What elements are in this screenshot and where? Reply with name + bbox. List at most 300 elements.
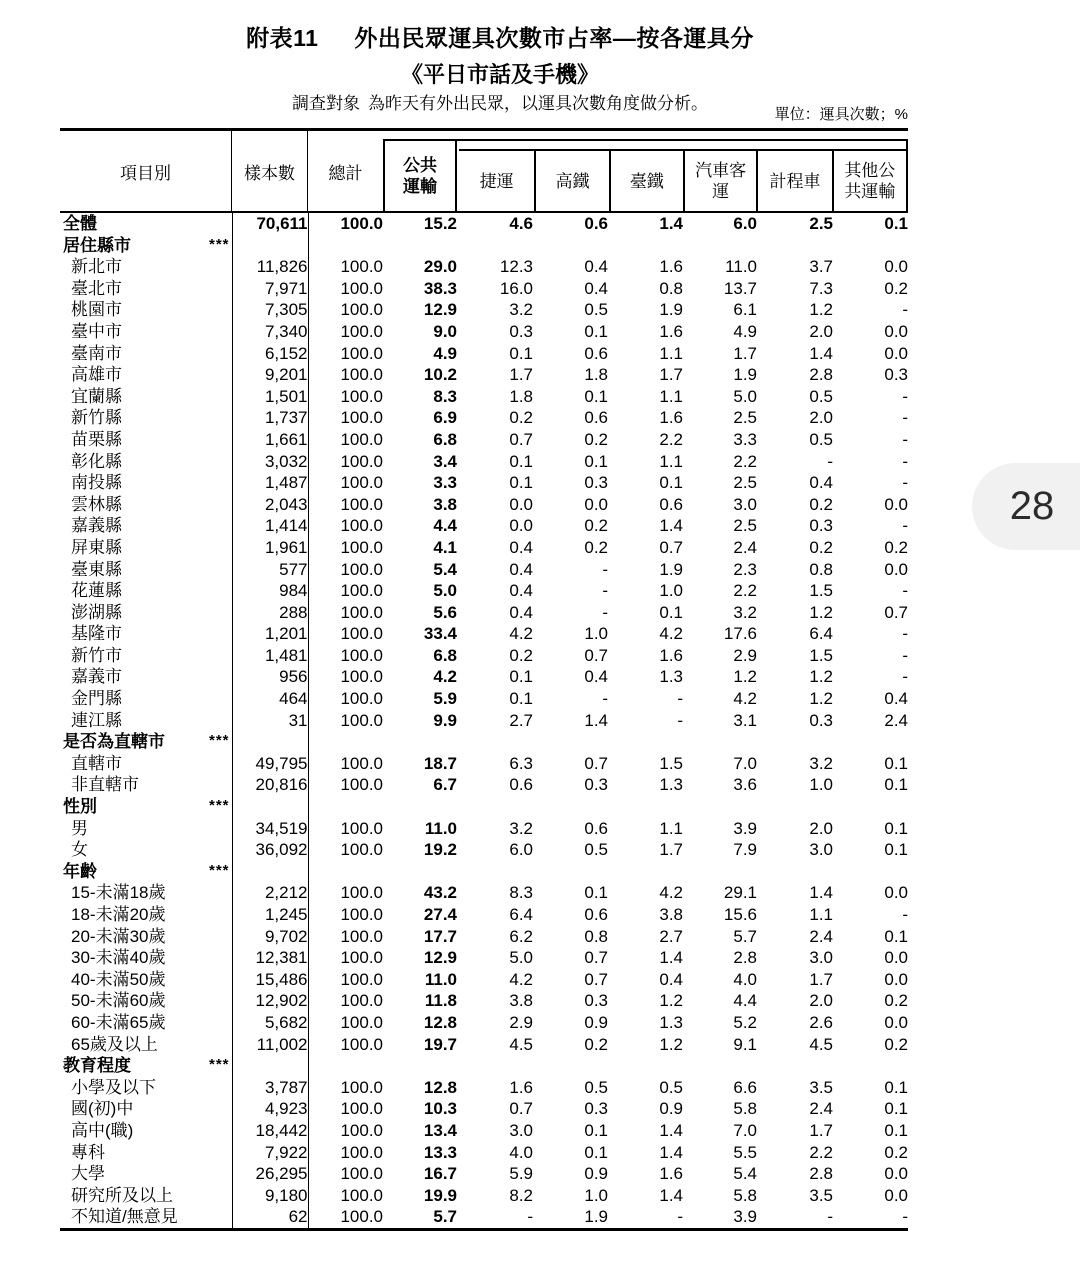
row-label: 新北市 <box>71 257 122 277</box>
value-cell: 1.4 <box>809 343 833 363</box>
value-cell: 1,481 <box>232 645 308 667</box>
value-cell: 0.6 <box>584 818 608 838</box>
value-cell: 36,092 <box>232 839 308 861</box>
title-text: 外出民眾運具次數市占率—按各運具分 <box>354 25 754 51</box>
value-cell: 0.4 <box>509 537 533 557</box>
page-number: 28 <box>1009 484 1055 528</box>
value-cell: 4,923 <box>232 1098 308 1120</box>
table-row <box>60 882 908 904</box>
row-label: 居住縣市 <box>63 235 131 255</box>
value-cell: 5.0 <box>733 386 757 406</box>
value-cell: 0.1 <box>884 214 908 233</box>
value-cell: 5,682 <box>232 1012 308 1034</box>
table-row <box>60 580 908 602</box>
value-cell: 100.0 <box>340 883 383 903</box>
row-label: 20-未滿30歲 <box>71 926 166 946</box>
value-cell: 1.1 <box>659 818 683 838</box>
value-cell: 12,381 <box>232 947 308 969</box>
value-cell: - <box>902 429 908 449</box>
header-total-col: 總計 <box>328 163 363 183</box>
value-cell: 2,043 <box>232 494 308 516</box>
value-cell: 0.6 <box>584 905 608 924</box>
value-cell: 1.2 <box>659 1034 683 1054</box>
value-cell: 100.0 <box>340 300 383 320</box>
value-cell: 4.9 <box>433 343 457 363</box>
table-data <box>60 213 908 1231</box>
value-cell: - <box>602 559 608 579</box>
value-cell: 16.0 <box>499 278 533 298</box>
table-row <box>60 235 908 257</box>
value-cell: 100.0 <box>340 1034 383 1054</box>
value-cell: 1.7 <box>659 365 683 385</box>
value-cell: 6,152 <box>232 343 308 365</box>
row-label-cell <box>60 213 232 235</box>
header-hsr: 高鐵 <box>534 151 608 211</box>
value-cell: 0.4 <box>509 559 533 579</box>
value-cell: 6.0 <box>509 840 533 860</box>
value-cell: 7,340 <box>232 321 308 343</box>
row-label-cell <box>60 343 232 365</box>
value-cell: 1.0 <box>584 1185 608 1205</box>
value-cell: - <box>902 905 908 924</box>
value-cell <box>533 1055 608 1077</box>
value-cell: 1,414 <box>232 515 308 537</box>
value-cell: 100.0 <box>340 1207 383 1227</box>
value-cell: 0.0 <box>509 516 533 536</box>
value-cell: 4.5 <box>509 1034 533 1054</box>
row-label-cell <box>60 926 232 948</box>
significance-stars: *** <box>208 235 230 253</box>
table-row <box>60 839 908 861</box>
value-cell: 3.7 <box>809 257 833 277</box>
value-cell: 7.0 <box>733 753 757 773</box>
table-header <box>60 128 908 213</box>
value-cell: 984 <box>232 580 308 602</box>
value-cell: 100.0 <box>340 559 383 579</box>
value-cell: 1,961 <box>232 537 308 559</box>
value-cell: 2.5 <box>733 408 757 428</box>
value-cell: 0.1 <box>509 473 533 493</box>
row-label-cell <box>60 515 232 537</box>
value-cell: 19.7 <box>423 1034 457 1054</box>
value-cell <box>833 861 908 883</box>
value-cell: - <box>602 581 608 601</box>
value-cell: - <box>602 602 608 622</box>
value-cell <box>232 796 308 818</box>
value-cell <box>383 861 457 883</box>
value-cell: 62 <box>232 1206 308 1229</box>
value-cell: 2.4 <box>809 1099 833 1119</box>
row-label: 15-未滿18歲 <box>71 883 166 903</box>
page-subtitle: 《平日市話及手機》 <box>400 62 599 87</box>
value-cell: 3.9 <box>733 818 757 838</box>
value-cell: 0.6 <box>584 343 608 363</box>
value-cell: 2.9 <box>509 1012 533 1032</box>
row-label: 苗栗縣 <box>71 429 122 449</box>
value-cell: 0.0 <box>884 321 908 341</box>
value-cell: 0.2 <box>584 537 608 557</box>
table-row <box>60 364 908 386</box>
value-cell: 38.3 <box>423 278 457 298</box>
value-cell: 100.0 <box>340 257 383 277</box>
value-cell: 3.9 <box>733 1207 757 1227</box>
value-cell: - <box>902 300 908 320</box>
value-cell: 1.6 <box>509 1077 533 1097</box>
value-cell: 0.9 <box>659 1099 683 1119</box>
row-label-cell <box>60 1077 232 1099</box>
value-cell: 100.0 <box>340 645 383 665</box>
value-cell: 1.3 <box>659 775 683 795</box>
value-cell: 100.0 <box>340 926 383 946</box>
value-cell <box>383 235 457 257</box>
value-cell: 1.4 <box>584 710 608 730</box>
unit-note: 單位：運具次數；% <box>774 106 908 123</box>
value-cell: 1.7 <box>659 840 683 860</box>
value-cell: 7,305 <box>232 299 308 321</box>
value-cell: 0.1 <box>659 602 683 622</box>
significance-stars: *** <box>208 732 230 750</box>
value-cell: 0.2 <box>584 516 608 536</box>
value-cell: 17.7 <box>423 926 457 946</box>
value-cell: - <box>902 645 908 665</box>
header-taxi: 計程車 <box>756 151 831 211</box>
value-cell: 0.2 <box>884 278 908 298</box>
value-cell: 0.5 <box>584 840 608 860</box>
significance-stars: *** <box>208 1056 230 1074</box>
table-row <box>60 904 908 926</box>
value-cell <box>232 1055 308 1077</box>
value-cell: 15.6 <box>723 905 757 924</box>
row-label: 南投縣 <box>71 473 122 493</box>
value-cell: 0.1 <box>584 1120 608 1140</box>
value-cell: 1.4 <box>809 883 833 903</box>
value-cell: 100.0 <box>340 1185 383 1205</box>
value-cell: 6.4 <box>809 624 833 644</box>
row-label-cell <box>60 666 232 688</box>
value-cell: 6.0 <box>733 214 757 233</box>
table-row <box>60 1098 908 1120</box>
row-label: 非直轄市 <box>71 775 139 795</box>
value-cell: 11.0 <box>424 969 457 989</box>
value-cell: 8.2 <box>509 1185 533 1205</box>
value-cell: 100.0 <box>340 321 383 341</box>
row-label-cell <box>60 407 232 429</box>
value-cell: 4.2 <box>433 667 457 687</box>
value-cell: 7.3 <box>809 278 833 298</box>
row-label-cell <box>60 710 232 732</box>
value-cell: 0.7 <box>659 537 683 557</box>
value-cell: 13.3 <box>423 1142 457 1162</box>
value-cell: 100.0 <box>340 667 383 687</box>
value-cell: 577 <box>232 559 308 581</box>
table-row <box>60 947 908 969</box>
value-cell: 6.4 <box>509 905 533 924</box>
value-cell: 0.1 <box>584 451 608 471</box>
value-cell: 1.3 <box>659 1012 683 1032</box>
value-cell: 0.1 <box>659 473 683 493</box>
value-cell: 17.6 <box>723 624 757 644</box>
table-row <box>60 386 908 408</box>
value-cell: 10.3 <box>423 1099 457 1119</box>
value-cell: 1.4 <box>659 516 683 536</box>
value-cell: 100.0 <box>340 775 383 795</box>
row-label: 臺北市 <box>71 278 122 298</box>
value-cell: 20,816 <box>232 774 308 796</box>
value-cell: 2.6 <box>809 1012 833 1032</box>
significance-stars: *** <box>208 861 230 879</box>
header-sample-col: 樣本數 <box>232 131 308 211</box>
table-row <box>60 688 908 710</box>
value-cell: 34,519 <box>232 818 308 840</box>
table-row <box>60 926 908 948</box>
value-cell: 7,922 <box>232 1142 308 1164</box>
value-cell: 0.1 <box>584 1142 608 1162</box>
table-row <box>60 818 908 840</box>
table-row <box>60 494 908 516</box>
table-row <box>60 1034 908 1056</box>
table-row <box>60 796 908 818</box>
row-label-cell <box>60 299 232 321</box>
value-cell: - <box>902 451 908 471</box>
row-label: 性別 <box>63 797 97 817</box>
value-cell: 0.0 <box>884 883 908 903</box>
value-cell: 1.7 <box>733 343 757 363</box>
value-cell: 1.0 <box>584 624 608 644</box>
value-cell: - <box>602 689 608 709</box>
row-label-cell <box>60 839 232 861</box>
value-cell: - <box>902 516 908 536</box>
table-number: 附表11 <box>246 25 319 51</box>
row-label: 新竹縣 <box>71 408 122 428</box>
value-cell <box>757 731 833 753</box>
value-cell: 29.0 <box>423 257 457 277</box>
table-row <box>60 990 908 1012</box>
value-cell: 0.3 <box>809 516 833 536</box>
value-cell: 2.2 <box>733 451 757 471</box>
value-cell: 29.1 <box>723 883 757 903</box>
table-row <box>60 623 908 645</box>
value-cell: 4.2 <box>509 969 533 989</box>
value-cell <box>232 235 308 257</box>
value-cell: 2.5 <box>733 516 757 536</box>
value-cell: 3,032 <box>232 451 308 473</box>
value-cell: 3.5 <box>809 1077 833 1097</box>
row-label-cell <box>60 796 232 818</box>
value-cell: 0.1 <box>884 818 908 838</box>
value-cell: 3.3 <box>433 473 457 493</box>
row-label-cell <box>60 1034 232 1056</box>
value-cell <box>308 796 383 818</box>
value-cell: 0.7 <box>584 753 608 773</box>
row-label: 澎湖縣 <box>71 602 122 622</box>
table-row <box>60 753 908 775</box>
value-cell: 0.0 <box>509 494 533 514</box>
value-cell: 11.0 <box>424 818 457 838</box>
value-cell: 0.0 <box>884 948 908 968</box>
value-cell: 288 <box>232 602 308 624</box>
value-cell: 100.0 <box>340 581 383 601</box>
value-cell: 1.7 <box>509 365 533 385</box>
page-number-indicator <box>972 463 1080 550</box>
value-cell: 0.3 <box>584 991 608 1011</box>
row-label: 花蓮縣 <box>71 581 122 601</box>
row-label-cell <box>60 774 232 796</box>
value-cell: 0.1 <box>884 775 908 795</box>
value-cell: - <box>527 1207 533 1227</box>
value-cell: 1.7 <box>809 1120 833 1140</box>
value-cell <box>308 1055 383 1077</box>
value-cell: 0.1 <box>509 343 533 363</box>
row-label-cell <box>60 969 232 991</box>
value-cell: - <box>677 710 683 730</box>
row-label-cell <box>60 602 232 624</box>
value-cell: 0.7 <box>884 602 908 622</box>
value-cell: 18.7 <box>423 753 457 773</box>
table-row <box>60 1077 908 1099</box>
value-cell: 5.5 <box>733 1142 757 1162</box>
value-cell: 6.8 <box>433 645 457 665</box>
value-cell: 100.0 <box>340 624 383 644</box>
row-label: 女 <box>71 840 88 860</box>
value-cell: 6.1 <box>733 300 757 320</box>
value-cell: 1.9 <box>659 300 683 320</box>
value-cell: 7,971 <box>232 278 308 300</box>
value-cell: 0.4 <box>584 667 608 687</box>
value-cell: 0.3 <box>884 365 908 385</box>
row-label: 嘉義市 <box>71 667 122 687</box>
value-cell: 100.0 <box>340 905 383 924</box>
row-label: 50-未滿60歲 <box>71 991 166 1011</box>
value-cell: 2.8 <box>733 948 757 968</box>
value-cell: 0.6 <box>584 408 608 428</box>
row-label-cell <box>60 818 232 840</box>
value-cell: 0.5 <box>809 386 833 406</box>
value-cell: 100.0 <box>340 948 383 968</box>
value-cell: 100.0 <box>340 840 383 860</box>
table-row <box>60 299 908 321</box>
value-cell: 100.0 <box>340 1120 383 1140</box>
row-label-cell <box>60 559 232 581</box>
value-cell: 0.4 <box>509 581 533 601</box>
value-cell: 0.2 <box>884 1142 908 1162</box>
value-cell: 1,487 <box>232 472 308 494</box>
value-cell <box>533 861 608 883</box>
header-item-col: 項目別 <box>60 131 232 211</box>
value-cell: 0.2 <box>809 494 833 514</box>
row-label: 60-未滿65歲 <box>71 1012 166 1032</box>
value-cell: 1.6 <box>659 645 683 665</box>
value-cell: 100.0 <box>340 278 383 298</box>
value-cell: 0.1 <box>884 753 908 773</box>
value-cell: 5.6 <box>433 602 457 622</box>
value-cell: 15,486 <box>232 969 308 991</box>
value-cell: 100.0 <box>340 1099 383 1119</box>
value-cell <box>757 1055 833 1077</box>
value-cell: 6.7 <box>433 775 457 795</box>
value-cell: 0.1 <box>584 321 608 341</box>
table-row <box>60 321 908 343</box>
value-cell: 100.0 <box>340 991 383 1011</box>
value-cell <box>757 235 833 257</box>
value-cell: 11.0 <box>725 257 757 277</box>
value-cell <box>757 861 833 883</box>
value-cell: - <box>827 1207 833 1227</box>
value-cell: 49,795 <box>232 753 308 775</box>
row-label: 宜蘭縣 <box>71 386 122 406</box>
value-cell: 1.0 <box>809 775 833 795</box>
table-row <box>60 1055 908 1077</box>
value-cell: 0.0 <box>884 559 908 579</box>
value-cell: - <box>902 1207 908 1227</box>
row-label-cell <box>60 537 232 559</box>
value-cell: 2.2 <box>733 581 757 601</box>
value-cell: 5.8 <box>733 1185 757 1205</box>
survey-note-label: 調查對象 <box>292 94 360 113</box>
value-cell: 0.4 <box>584 278 608 298</box>
value-cell: 0.7 <box>584 948 608 968</box>
value-cell: 0.9 <box>584 1012 608 1032</box>
table-row <box>60 278 908 300</box>
value-cell: 13.4 <box>423 1120 457 1140</box>
value-cell: 1.4 <box>659 948 683 968</box>
value-cell: - <box>677 1207 683 1227</box>
row-label-cell <box>60 1055 232 1077</box>
value-cell: 4.1 <box>433 537 457 557</box>
row-label: 男 <box>71 818 88 838</box>
value-cell: 13.7 <box>723 278 757 298</box>
value-cell: 100.0 <box>340 1077 383 1097</box>
value-cell: 1.6 <box>659 408 683 428</box>
value-cell: 6.2 <box>509 926 533 946</box>
value-cell: 2,212 <box>232 882 308 904</box>
value-cell: 1.8 <box>584 365 608 385</box>
value-cell: 100.0 <box>340 365 383 385</box>
value-cell: 7.0 <box>733 1120 757 1140</box>
value-cell: 2.8 <box>809 365 833 385</box>
value-cell: 464 <box>232 688 308 710</box>
value-cell <box>383 731 457 753</box>
value-cell: 0.2 <box>509 645 533 665</box>
value-cell: 0.0 <box>584 494 608 514</box>
value-cell: 1.2 <box>733 667 757 687</box>
value-cell <box>308 235 383 257</box>
value-cell <box>683 731 757 753</box>
value-cell: 19.9 <box>423 1185 457 1205</box>
value-cell: 0.1 <box>884 1099 908 1119</box>
value-cell: 2.0 <box>809 408 833 428</box>
value-cell: - <box>902 386 908 406</box>
value-cell: - <box>827 451 833 471</box>
value-cell: 0.6 <box>584 214 608 233</box>
value-cell: 1.4 <box>659 214 683 233</box>
value-cell: 0.5 <box>809 429 833 449</box>
value-cell: 0.7 <box>584 969 608 989</box>
row-label-cell <box>60 1142 232 1164</box>
value-cell: 100.0 <box>340 753 383 773</box>
value-cell: 1.5 <box>659 753 683 773</box>
row-label: 大學 <box>71 1164 105 1184</box>
value-cell: 0.0 <box>884 1164 908 1184</box>
value-cell: - <box>902 667 908 687</box>
value-cell: 1.1 <box>659 343 683 363</box>
value-cell: 43.2 <box>423 883 457 903</box>
table-row <box>60 1206 908 1229</box>
table-row <box>60 472 908 494</box>
row-label: 臺南市 <box>71 343 122 363</box>
value-cell: 1.5 <box>809 581 833 601</box>
value-cell: 0.9 <box>584 1164 608 1184</box>
value-cell: 0.7 <box>584 645 608 665</box>
